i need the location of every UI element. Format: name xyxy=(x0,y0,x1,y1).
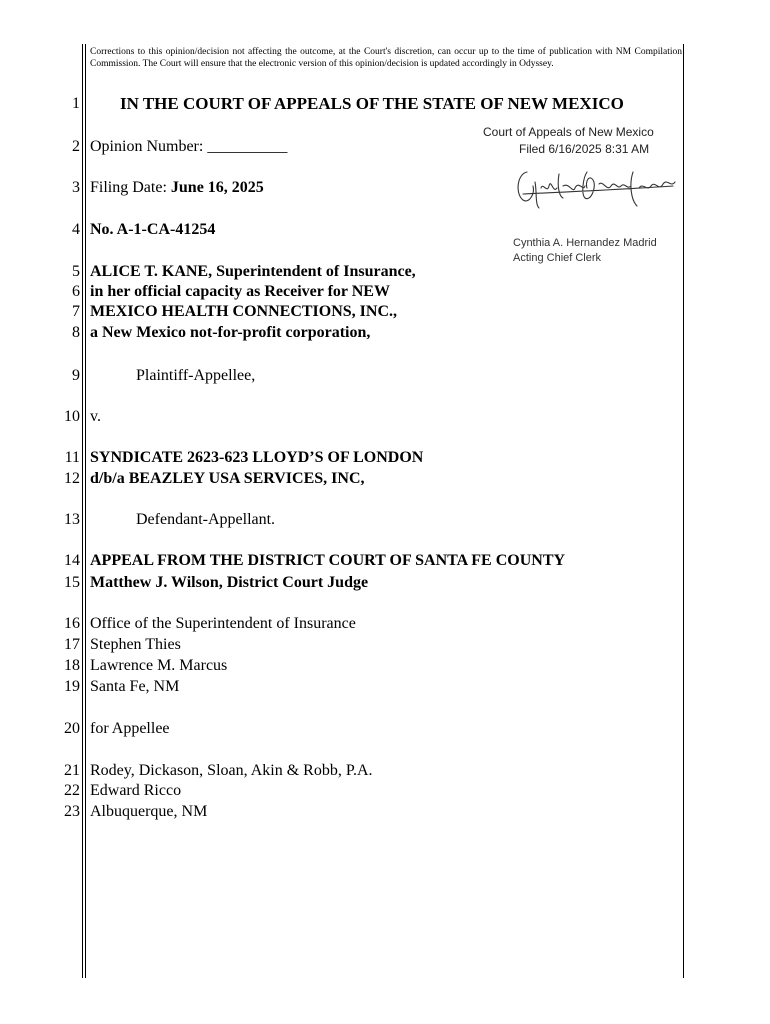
line-number: 1 xyxy=(72,95,80,112)
line-number: 15 xyxy=(64,574,80,591)
defendant-line: d/b/a BEAZLEY USA SERVICES, INC, xyxy=(90,470,365,487)
appellee-counsel-line: Stephen Thies xyxy=(90,636,181,653)
line-number: 8 xyxy=(72,324,80,341)
defendant-line: SYNDICATE 2623-623 LLOYD’S OF LONDON xyxy=(90,449,424,466)
line-number: 23 xyxy=(64,803,80,820)
line-number: 20 xyxy=(64,720,80,737)
for-appellee: for Appellee xyxy=(90,720,170,737)
appellant-counsel-line: Rodey, Dickason, Sloan, Akin & Robb, P.A. xyxy=(90,762,373,779)
stamp-clerk-name: Cynthia A. Hernandez Madrid xyxy=(513,237,657,249)
pleading-line-8 xyxy=(0,322,683,344)
plaintiff-line: in her official capacity as Receiver for NEW xyxy=(90,283,390,300)
appellant-counsel-line: Albuquerque, NM xyxy=(90,803,208,820)
plaintiff-role: Plaintiff-Appellee, xyxy=(136,367,256,384)
line-number: 5 xyxy=(72,263,80,280)
pleading-line-19 xyxy=(0,676,683,698)
versus: v. xyxy=(90,408,101,425)
court-title: IN THE COURT OF APPEALS OF THE STATE OF NEW MEXICO xyxy=(120,94,624,113)
plaintiff-line: ALICE T. KANE, Superintendent of Insurance, xyxy=(90,263,416,280)
filing-date-label: Filing Date: xyxy=(90,179,171,196)
pleading-line-1 xyxy=(0,93,683,115)
line-number: 10 xyxy=(64,408,80,425)
line-number: 11 xyxy=(64,449,80,466)
case-number: No. A-1-CA-41254 xyxy=(90,221,216,238)
filing-date-value: June 16, 2025 xyxy=(170,179,264,196)
appellee-counsel-line: Office of the Superintendent of Insurance xyxy=(90,615,356,632)
line-number: 4 xyxy=(72,221,80,238)
line-number: 22 xyxy=(64,782,80,799)
line-number: 6 xyxy=(72,283,80,300)
pleading-line-11 xyxy=(0,447,683,469)
line-number: 18 xyxy=(64,657,80,674)
plaintiff-line: a New Mexico not-for-profit corporation, xyxy=(90,324,371,341)
pleading-line-13 xyxy=(0,509,683,531)
stamp-clerk-title: Acting Chief Clerk xyxy=(513,252,602,264)
pleading-line-9 xyxy=(0,365,683,387)
pleading-line-10 xyxy=(0,406,683,428)
pleading-line-7 xyxy=(0,301,683,323)
line-number: 9 xyxy=(72,367,80,384)
line-number: 17 xyxy=(64,636,80,653)
line-number: 16 xyxy=(64,615,80,632)
line-number: 7 xyxy=(72,303,80,320)
pleading-line-23 xyxy=(0,801,683,823)
opinion-number: Opinion Number: __________ xyxy=(90,138,288,155)
line-number: 12 xyxy=(64,470,80,487)
filing-date xyxy=(90,177,264,199)
stamp-court: Court of Appeals of New Mexico xyxy=(483,125,654,139)
pleading-line-18 xyxy=(0,655,683,677)
pleading-line-14 xyxy=(0,550,683,572)
line-number: 13 xyxy=(64,511,80,528)
stamp-filed: Filed 6/16/2025 8:31 AM xyxy=(519,142,650,156)
line-number: 14 xyxy=(64,552,80,569)
line-number: 19 xyxy=(64,678,80,695)
pleading-line-21 xyxy=(0,760,683,782)
line-number: 21 xyxy=(64,762,80,779)
pleading-line-20 xyxy=(0,718,683,740)
pleading-line-17 xyxy=(0,634,683,656)
appellant-counsel-line: Edward Ricco xyxy=(90,782,182,799)
pleading-line-12 xyxy=(0,468,683,490)
pleading-line-15 xyxy=(0,572,683,594)
appellee-counsel-line: Santa Fe, NM xyxy=(90,678,180,695)
defendant-role: Defendant-Appellant. xyxy=(136,511,276,528)
judge-line: Matthew J. Wilson, District Court Judge xyxy=(90,574,369,591)
pleading-line-22 xyxy=(0,780,683,802)
clerk-signature xyxy=(513,164,683,212)
line-number: 2 xyxy=(72,138,80,155)
corrections-notice: Corrections to this opinion/decision not affecting the outcome, at the Court's discretion, can occur up to the time of publication with NM Compilation Commission. The Court will ensure that the electronic version of this opinion/decision is updated accordingly in Odyssey. xyxy=(90,47,682,69)
appeal-line: APPEAL FROM THE DISTRICT COURT OF SANTA FE COUNTY xyxy=(90,552,566,569)
line-number: 3 xyxy=(72,179,80,196)
plaintiff-line: MEXICO HEALTH CONNECTIONS, INC., xyxy=(90,303,398,320)
pleading-line-6 xyxy=(0,281,683,303)
pleading-line-16 xyxy=(0,613,683,635)
margin-rule-right xyxy=(683,44,684,978)
appellee-counsel-line: Lawrence M. Marcus xyxy=(90,657,228,674)
